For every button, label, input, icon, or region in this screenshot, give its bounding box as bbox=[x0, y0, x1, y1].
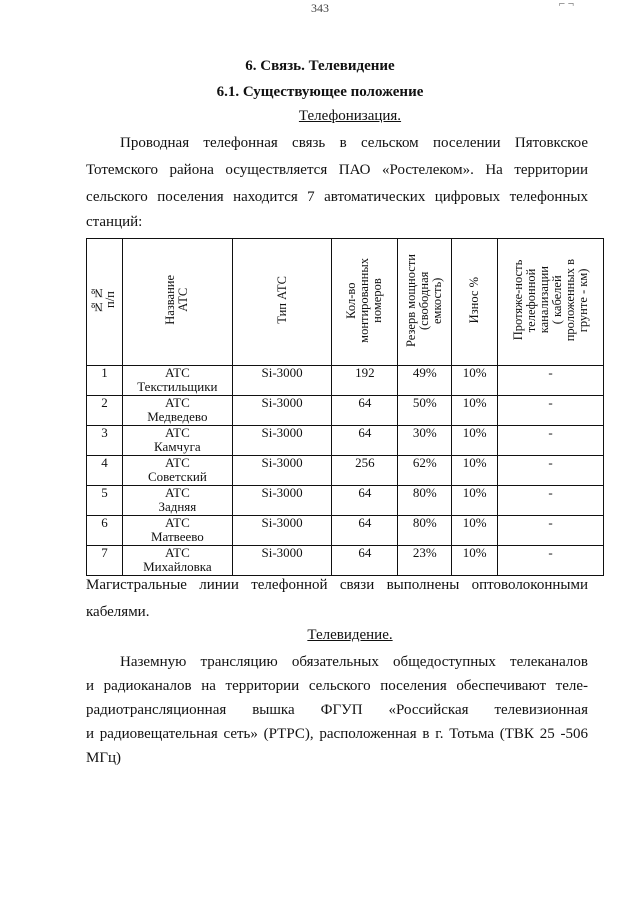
cell-length: - bbox=[498, 426, 604, 456]
cell-reserve: 80% bbox=[398, 516, 452, 546]
cell-name: АТС Камчуга bbox=[122, 426, 232, 456]
header-count: Кол-во монтированных номеров bbox=[332, 239, 398, 366]
text-line: радиотрансляционная вышка ФГУП «Российская телевизионная bbox=[86, 702, 588, 718]
cell-count: 64 bbox=[332, 396, 398, 426]
cell-wear: 10% bbox=[452, 486, 498, 516]
tv-heading: Телевидение. bbox=[307, 627, 393, 643]
cell-reserve: 30% bbox=[398, 426, 452, 456]
text-line: Магистральные линии телефонной связи выполнены оптоволоконными bbox=[86, 577, 588, 593]
table-row bbox=[87, 546, 604, 576]
cell-num: 3 bbox=[87, 426, 123, 456]
table-row bbox=[87, 486, 604, 516]
tv-paragraph bbox=[86, 650, 588, 770]
header-name: Название АТС bbox=[122, 239, 232, 366]
text-line: станций: bbox=[86, 214, 143, 230]
cell-length: - bbox=[498, 516, 604, 546]
cell-reserve: 23% bbox=[398, 546, 452, 576]
table-row bbox=[87, 456, 604, 486]
text-line: и радиовещательная сеть» (РТРС), расположенная в г. Тотьма (ТВК 25 -506 bbox=[86, 726, 588, 742]
cell-num: 6 bbox=[87, 516, 123, 546]
cell-length: - bbox=[498, 546, 604, 576]
cell-num: 1 bbox=[87, 366, 123, 396]
cell-wear: 10% bbox=[452, 516, 498, 546]
corner-mark: ⌐ ¬ bbox=[558, 0, 574, 10]
cell-num: 4 bbox=[87, 456, 123, 486]
header-wear: Износ % bbox=[452, 239, 498, 366]
cell-wear: 10% bbox=[452, 456, 498, 486]
cell-name: АТС Матвеево bbox=[122, 516, 232, 546]
cell-name: АТС Медведево bbox=[122, 396, 232, 426]
cell-type: Si-3000 bbox=[232, 366, 332, 396]
cell-type: Si-3000 bbox=[232, 426, 332, 456]
text-line: Тотемского района осуществляется ПАО «Ростелеком». На территории bbox=[86, 162, 588, 178]
cell-length: - bbox=[498, 366, 604, 396]
cell-count: 192 bbox=[332, 366, 398, 396]
telephony-heading: Телефонизация. bbox=[298, 108, 402, 124]
cell-type: Si-3000 bbox=[232, 456, 332, 486]
cell-length: - bbox=[498, 456, 604, 486]
cell-name: АТС Михайловка bbox=[122, 546, 232, 576]
text-line: и радиоканалов на территории сельского поселения обеспечивают теле- bbox=[86, 678, 588, 694]
cell-reserve: 62% bbox=[398, 456, 452, 486]
table-row bbox=[87, 366, 604, 396]
page-number: 343 bbox=[311, 1, 329, 15]
table-row bbox=[87, 516, 604, 546]
trunk-lines-paragraph bbox=[86, 572, 588, 626]
cell-type: Si-3000 bbox=[232, 546, 332, 576]
cell-num: 7 bbox=[87, 546, 123, 576]
cell-reserve: 49% bbox=[398, 366, 452, 396]
cell-type: Si-3000 bbox=[232, 396, 332, 426]
cell-count: 64 bbox=[332, 486, 398, 516]
cell-length: - bbox=[498, 396, 604, 426]
cell-reserve: 50% bbox=[398, 396, 452, 426]
cell-count: 64 bbox=[332, 426, 398, 456]
text-line: кабелями. bbox=[86, 604, 150, 620]
cell-type: Si-3000 bbox=[232, 516, 332, 546]
header-type: Тип АТС bbox=[232, 239, 332, 366]
text-line: сельского поселения находится 7 автоматических цифровых телефонных bbox=[86, 189, 588, 205]
cell-count: 64 bbox=[332, 516, 398, 546]
table-row bbox=[87, 426, 604, 456]
cell-type: Si-3000 bbox=[232, 486, 332, 516]
cell-length: - bbox=[498, 486, 604, 516]
subsection-heading: 6.1. Существующее положение bbox=[216, 84, 424, 100]
text-line: Наземную трансляцию обязательных общедоступных телеканалов bbox=[120, 654, 588, 670]
cell-count: 64 bbox=[332, 546, 398, 576]
table-header-row bbox=[87, 239, 604, 366]
cell-wear: 10% bbox=[452, 426, 498, 456]
header-reserve: Резерв мощности (свободная емкость) bbox=[398, 239, 452, 366]
cell-name: АТС Текстильщики bbox=[122, 366, 232, 396]
text-line: Проводная телефонная связь в сельском поселении Пятовкское bbox=[120, 135, 588, 151]
cell-reserve: 80% bbox=[398, 486, 452, 516]
cell-wear: 10% bbox=[452, 366, 498, 396]
text-line: МГц) bbox=[86, 750, 122, 766]
table-row bbox=[87, 396, 604, 426]
section-heading: 6. Связь. Телевидение bbox=[245, 58, 395, 74]
cell-num: 5 bbox=[87, 486, 123, 516]
cell-name: АТС Задняя bbox=[122, 486, 232, 516]
cell-num: 2 bbox=[87, 396, 123, 426]
cell-count: 256 bbox=[332, 456, 398, 486]
cell-wear: 10% bbox=[452, 396, 498, 426]
atc-table bbox=[86, 238, 604, 576]
telephony-intro bbox=[86, 130, 588, 233]
header-num: №№ п/п bbox=[87, 239, 123, 366]
cell-name: АТС Советский bbox=[122, 456, 232, 486]
header-length: Протяже-ность телефонной канализации ( кабелей проложенных в грунте - км) bbox=[498, 239, 604, 366]
cell-wear: 10% bbox=[452, 546, 498, 576]
